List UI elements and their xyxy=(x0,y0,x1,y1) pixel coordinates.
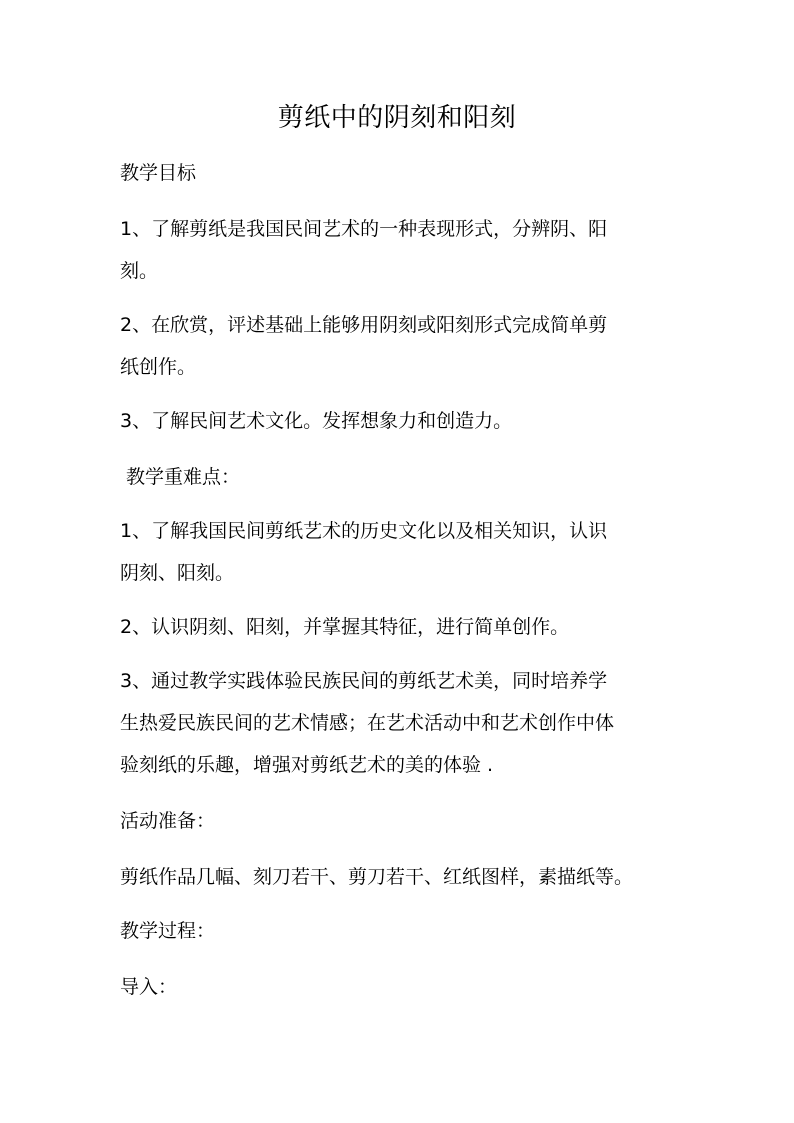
paragraph-line: 3、了解民间艺术文化。发挥想象力和创造力。 xyxy=(120,410,513,432)
paragraph-line: 阴刻、阳刻。 xyxy=(120,562,235,584)
section-heading-preparation: 活动准备： xyxy=(120,810,216,832)
paragraph-line: 生热爱民族民间的艺术情感；在艺术活动中和艺术创作中体 xyxy=(120,712,615,734)
paragraph-line: 刻。 xyxy=(120,260,159,282)
section-heading-key-points: 教学重难点： xyxy=(120,466,241,488)
paragraph-line: 纸创作。 xyxy=(120,356,197,378)
document-title: 剪纸中的阴刻和阳刻 xyxy=(277,103,517,133)
paragraph-line: 3、通过教学实践体验民族民间的剪纸艺术美，同时培养学 xyxy=(120,670,608,692)
paragraph-line: 2、认识阴刻、阳刻，并掌握其特征，进行简单创作。 xyxy=(120,616,570,638)
paragraph-line: 剪纸作品几幅、刻刀若干、剪刀若干、红纸图样，素描纸等。 xyxy=(120,866,634,888)
paragraph-line: 验刻纸的乐趣，增强对剪纸艺术的美的体验 . xyxy=(120,754,494,776)
paragraph-line: 2、在欣赏，评述基础上能够用阴刻或阳刻形式完成简单剪 xyxy=(120,314,608,336)
paragraph-line: 1、了解我国民间剪纸艺术的历史文化以及相关知识，认识 xyxy=(120,520,608,542)
paragraph-line: 1、了解剪纸是我国民间艺术的一种表现形式，分辨阴、阳 xyxy=(120,218,608,240)
section-heading-teaching-goals: 教学目标 xyxy=(120,162,197,184)
section-heading-introduction: 导入： xyxy=(120,976,178,998)
section-heading-process: 教学过程： xyxy=(120,920,216,942)
